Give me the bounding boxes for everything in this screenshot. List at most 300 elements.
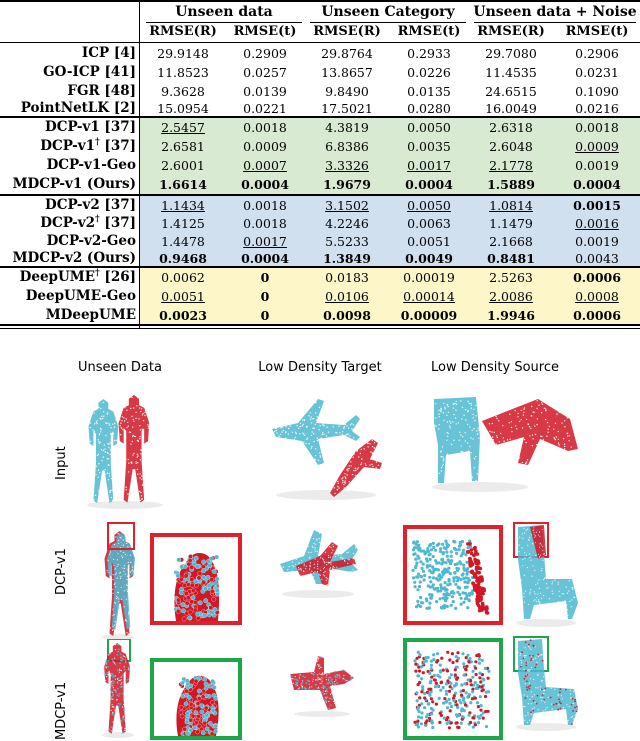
source-airplane-point (311, 447, 312, 448)
col-header: RMSE(R) (313, 24, 381, 39)
source-airplane-point (342, 434, 343, 435)
aligned-chair-source-point (535, 687, 536, 688)
target-airplane-point (353, 454, 354, 455)
misaligned-airplane-target-point (348, 559, 349, 560)
aligned-airplane-source-point (298, 689, 300, 691)
aligned-human-source-point (112, 714, 114, 716)
aligned-chair-source-point (524, 720, 525, 721)
aligned-human-source-point (118, 601, 119, 602)
table-cell: 2.6318 (489, 120, 533, 135)
target-airplane-point (372, 446, 373, 447)
table-cell: 2.1778 (489, 158, 533, 173)
zoom-point-source (427, 584, 430, 587)
source-airplane-point (300, 426, 301, 427)
ground-shadow (516, 619, 576, 627)
table-cell: 2.6581 (161, 139, 205, 154)
aligned-human-target-point (112, 704, 113, 705)
aligned-human-source-point (125, 679, 127, 681)
table-cell: 0.0257 (243, 65, 287, 80)
source-chair-point (443, 458, 444, 459)
zoom-point (423, 660, 426, 663)
aligned-airplane-target-point (325, 697, 326, 698)
source-chair-point (475, 415, 476, 416)
zoom-point (440, 657, 443, 660)
source-airplane-point (319, 452, 320, 453)
source-chair-point (471, 476, 472, 477)
target-chair-point (521, 419, 522, 420)
target-airplane-point (338, 487, 339, 488)
target-chair-point (500, 433, 501, 434)
zoom-point (438, 675, 441, 678)
method-name: DCP-v1-Geo (46, 157, 136, 173)
zoom-point (177, 558, 181, 562)
target-human-point (132, 441, 133, 442)
source-chair-point (441, 470, 442, 471)
source-airplane-point (333, 426, 334, 427)
zoom-point-source (457, 577, 460, 580)
source-airplane-point (320, 455, 321, 456)
source-chair-point (470, 437, 471, 438)
target-chair-point (517, 413, 518, 414)
table-cell: 0.0280 (407, 101, 451, 116)
misaligned-airplane-target-point (329, 570, 330, 571)
zoom-point-source (454, 607, 457, 610)
source-chair-point (447, 436, 448, 437)
zoom-point (451, 661, 454, 664)
row-label-dcp-v1: DCP-v1 (54, 548, 69, 595)
source-airplane-point (276, 430, 277, 431)
aligned-airplane-source-point (339, 677, 341, 679)
zoom-point-source (415, 564, 418, 567)
aligned-human-source-point (114, 614, 115, 615)
aligned-airplane-source-point (334, 671, 336, 673)
target-human-point (128, 459, 129, 460)
input-chairs-panel (420, 393, 590, 493)
source-airplane-point (316, 419, 317, 420)
table-cell: 0.0043 (575, 251, 619, 266)
misaligned-chair-target-point (539, 547, 540, 548)
zoom-point (417, 706, 420, 709)
zoom-point-source (417, 573, 420, 576)
source-human-point (94, 431, 95, 432)
misaligned-airplane-target-point (317, 561, 318, 562)
source-airplane-point (294, 439, 295, 440)
aligned-human-target-point (105, 680, 106, 681)
target-human-point (131, 416, 132, 417)
aligned-human-source-point (118, 598, 119, 599)
aligned-chair-target-point (526, 687, 528, 689)
table-cell: 0.2909 (243, 46, 287, 61)
aligned-airplane-source-point (325, 700, 327, 702)
source-chair-point (453, 414, 454, 415)
aligned-airplane-source-point (335, 676, 337, 678)
zoom-point (430, 676, 433, 679)
zoom-point (465, 691, 468, 694)
zoom-point (431, 700, 434, 703)
target-human-point (132, 454, 133, 455)
zoom-point (214, 696, 218, 700)
target-human-point (142, 485, 143, 486)
zoom-point-source (458, 545, 461, 548)
row-label-input: Input (54, 446, 69, 480)
table-cell: 0 (260, 308, 270, 323)
misaligned-airplane-target-point (320, 557, 321, 558)
source-chair-point (454, 403, 455, 404)
table-cell: 0.00014 (403, 289, 455, 304)
misaligned-chair-target-point (533, 532, 534, 533)
zoom-point (197, 576, 201, 580)
target-chair-point (491, 431, 492, 432)
target-chair-point (571, 447, 572, 448)
table-cell: 0.0019 (575, 158, 619, 173)
aligned-chair-target-point (529, 688, 531, 690)
aligned-airplane-source-point (326, 688, 328, 690)
aligned-chair-source-point (575, 698, 576, 699)
misaligned-airplane-target-point (298, 567, 299, 568)
aligned-human-source-point (133, 571, 134, 572)
source-human-point (96, 466, 97, 467)
target-human-point (120, 423, 121, 424)
zoom-point (477, 715, 480, 718)
misaligned-airplane-target-point (310, 566, 311, 567)
target-airplane-point (337, 486, 338, 487)
zoom-point-source (429, 543, 432, 546)
target-chair-point (526, 442, 527, 443)
zoom-point-source (432, 576, 435, 579)
target-chair-point (554, 438, 555, 439)
source-airplane-point (310, 419, 311, 420)
aligned-human-source-point (109, 554, 110, 555)
source-human-point (108, 479, 109, 480)
zoom-point-source (453, 571, 456, 574)
target-human-point (142, 414, 143, 415)
zoom-point (433, 678, 436, 681)
zoom-point-source (457, 567, 460, 570)
aligned-chair-source-point (528, 703, 529, 704)
source-human-point (96, 422, 97, 423)
aligned-chair-source-point (525, 655, 526, 656)
aligned-airplane-source-point (323, 698, 325, 700)
source-human-point (101, 460, 102, 461)
misaligned-chair-source-point (558, 601, 559, 602)
aligned-human-source-point (126, 599, 127, 600)
source-human-point (96, 420, 97, 421)
aligned-chair-source-point (551, 704, 552, 705)
table-cell: 5.5233 (325, 234, 369, 249)
aligned-human-source-point (127, 569, 128, 570)
target-chair-point (532, 445, 533, 446)
target-chair-point (523, 415, 524, 416)
misaligned-airplane-target-point (331, 552, 332, 553)
aligned-airplane-source-point (336, 682, 338, 684)
aligned-chair-source-point (544, 702, 545, 703)
zoom-point (201, 575, 205, 579)
source-airplane-point (285, 438, 286, 439)
misaligned-chair-source-point (563, 593, 564, 594)
misaligned-chair-target-point (538, 535, 539, 536)
table-cell: 13.8657 (321, 65, 373, 80)
target-human-point (140, 500, 141, 501)
aligned-human-source-point (127, 591, 128, 592)
zoom-point-source (451, 595, 454, 598)
aligned-chair-target-point (543, 699, 545, 701)
dcp-human-zoom-panel (150, 533, 242, 625)
aligned-chair-source-point (530, 649, 531, 650)
target-chair-point (526, 419, 527, 420)
zoom-point-source (428, 553, 431, 556)
target-chair-point (564, 420, 565, 421)
table-cell: 0.0017 (243, 234, 287, 249)
misaligned-airplane-source-point (335, 556, 336, 557)
aligned-airplane-source-point (320, 656, 322, 658)
zoom-point-source (468, 579, 471, 582)
table-cell: 0.0018 (575, 120, 619, 135)
misaligned-chair-source-point (562, 593, 563, 594)
zoom-point-source (428, 606, 431, 609)
table-cell: 0.0051 (407, 234, 451, 249)
zoom-point (196, 612, 200, 616)
aligned-human-target-point (111, 698, 112, 699)
zoom-point-source (454, 583, 457, 586)
target-human-point (128, 426, 129, 427)
target-human-point (130, 444, 131, 445)
aligned-human-target-point (111, 681, 112, 682)
aligned-chair-target-point (544, 688, 546, 690)
target-human-point (141, 408, 142, 409)
zoom-point (202, 580, 206, 584)
target-chair-point (511, 421, 512, 422)
misaligned-chair-target-point (541, 545, 542, 546)
aligned-airplane-target-point (329, 673, 330, 674)
misaligned-airplane-source-point (338, 555, 339, 556)
aligned-chair-source-point (563, 707, 564, 708)
zoom-point (418, 681, 421, 684)
zoom-point-source (444, 561, 447, 564)
source-airplane-point (303, 434, 304, 435)
target-human-point (141, 495, 142, 496)
misaligned-chair-source-point (558, 584, 559, 585)
target-human-point (137, 457, 138, 458)
target-human-point (140, 459, 141, 460)
target-airplane-point (337, 489, 338, 490)
target-human (119, 395, 150, 503)
source-chair-point (448, 412, 449, 413)
aligned-airplane-source-point (299, 687, 301, 689)
table-cell: 1.5889 (487, 177, 535, 192)
zoom-point-source (466, 570, 469, 573)
target-chair-point (536, 424, 537, 425)
source-chair-point (474, 420, 475, 421)
aligned-chair-target-point (525, 675, 527, 677)
misaligned-airplane-target-point (311, 571, 312, 572)
aligned-chair-source-point (543, 676, 544, 677)
source-human-point (103, 402, 104, 403)
source-chair-point (441, 467, 442, 468)
target-chair-point (538, 404, 539, 405)
zoom-point (185, 689, 189, 693)
zoom-point (481, 659, 484, 662)
misaligned-chair-source-point (549, 598, 550, 599)
target-chair-point (564, 444, 565, 445)
source-human-point (98, 463, 99, 464)
target-human-point (134, 436, 135, 437)
aligned-human-target-point (121, 679, 122, 680)
mdcp-chair-zoom-panel (403, 638, 503, 740)
zoom-point (187, 616, 191, 620)
zoom-point (180, 681, 184, 685)
source-chair (434, 397, 480, 483)
misaligned-chair-source-point (564, 600, 565, 601)
table-row (0, 287, 640, 306)
zoom-point (478, 672, 481, 675)
aligned-chair-target-point (572, 710, 574, 712)
source-airplane-point (282, 426, 283, 427)
target-human-point (135, 461, 136, 462)
misaligned-airplane-target-point (314, 571, 315, 572)
aligned-human-source-point (114, 602, 115, 603)
aligned-chair-target-point (536, 703, 538, 705)
zoom-point-source (423, 578, 426, 581)
zoom-point (457, 726, 460, 729)
zoom-point-source (449, 572, 452, 575)
zoom-point-source (439, 550, 442, 553)
source-human-point (98, 490, 99, 491)
target-human-point (139, 438, 140, 439)
source-airplane-point (292, 432, 293, 433)
source-chair-point (450, 422, 451, 423)
target-chair-point (519, 457, 520, 458)
target-chair-point (531, 415, 532, 416)
zoom-point (426, 713, 429, 716)
target-human-point (147, 424, 148, 425)
misaligned-airplane-target-point (330, 562, 331, 563)
misaligned-chair-source-point (541, 568, 542, 569)
zoom-point-source (419, 560, 422, 563)
zoom-point (212, 597, 216, 601)
aligned-airplane-target-point (326, 690, 327, 691)
zoom-point-source (414, 552, 417, 555)
zoom-point-source (435, 577, 438, 580)
zoom-point-source (429, 580, 432, 583)
aligned-human-source-point (117, 566, 118, 567)
misaligned-chair-source-point (541, 570, 542, 571)
aligned-chair-source-point (524, 694, 525, 695)
target-chair-point (564, 426, 565, 427)
zoom-point-source (437, 542, 440, 545)
zoom-point-source (470, 591, 473, 594)
source-chair-point (438, 410, 439, 411)
zoom-point-source (460, 603, 463, 606)
zoom-point-target (483, 589, 487, 593)
zoom-point (472, 670, 475, 673)
aligned-human-source-point (119, 662, 121, 664)
zoom-point (431, 726, 434, 729)
zoom-point (470, 683, 473, 686)
misaligned-chair-source-point (530, 589, 531, 590)
target-airplane-point (361, 458, 362, 459)
target-human-point (128, 471, 129, 472)
zoom-point (194, 579, 198, 583)
zoom-point (474, 681, 477, 684)
zoom-point-target (483, 606, 487, 610)
source-chair-point (440, 456, 441, 457)
aligned-airplane-target-point (299, 677, 300, 678)
aligned-chair-source-point (573, 718, 574, 719)
table-cell: 1.6614 (159, 177, 207, 192)
source-airplane-point (319, 425, 320, 426)
source-chair-point (470, 452, 471, 453)
target-chair-point (558, 439, 559, 440)
aligned-chair-target-point (537, 654, 539, 656)
aligned-chair-source-point (538, 656, 539, 657)
misaligned-chair-source-point (554, 580, 555, 581)
zoom-point-source (416, 600, 419, 603)
misaligned-airplane-source-point (292, 571, 293, 572)
zoom-point-source (450, 591, 453, 594)
aligned-human-target-point (123, 704, 124, 705)
source-chair-point (473, 428, 474, 429)
target-human-point (148, 427, 149, 428)
zoom-point (456, 651, 459, 654)
aligned-airplane-source-point (325, 693, 327, 695)
misaligned-chair-source-point (528, 539, 529, 540)
aligned-chair-source-point (529, 671, 530, 672)
aligned-airplane-target-point (323, 674, 324, 675)
table-cell: 6.8386 (325, 139, 369, 154)
aligned-human-source-point (106, 661, 108, 663)
table-cell: 0.0004 (241, 177, 289, 192)
zoom-point-source (462, 551, 465, 554)
misaligned-chair-source-point (524, 602, 525, 603)
misaligned-airplane-source-point (287, 569, 288, 570)
zoom-point (423, 696, 426, 699)
aligned-airplane-source-point (323, 685, 325, 687)
target-chair-point (535, 434, 536, 435)
misaligned-airplane-source-point (315, 547, 316, 548)
source-human-point (98, 441, 99, 442)
zoom-point (436, 659, 439, 662)
aligned-airplane-target-point (292, 678, 293, 679)
aligned-airplane-target-point (346, 680, 347, 681)
zoom-point-source (415, 561, 418, 564)
misaligned-airplane-target-point (330, 563, 331, 564)
misaligned-airplane-source-point (313, 576, 314, 577)
source-human-point (93, 499, 94, 500)
zoom-point-source (443, 546, 446, 549)
zoom-point (461, 715, 464, 718)
target-human-point (136, 463, 137, 464)
aligned-chair-target-point (530, 711, 532, 713)
zoom-point (451, 652, 454, 655)
misaligned-airplane-target-point (323, 572, 324, 573)
aligned-human-target-point (129, 575, 130, 576)
zoom-point (438, 697, 441, 700)
target-airplane-point (355, 468, 356, 469)
misaligned-airplane-target-point (317, 571, 318, 572)
zoom-point (482, 717, 485, 720)
target-human-point (126, 487, 127, 488)
aligned-human-source-point (108, 729, 110, 731)
zoom-point (423, 692, 426, 695)
aligned-human-target-point (124, 730, 125, 731)
misaligned-airplane-target-point (328, 557, 329, 558)
zoom-point (477, 653, 480, 656)
zoom-point (474, 697, 477, 700)
target-chair-point (537, 418, 538, 419)
misaligned-chair-source-point (529, 553, 530, 554)
aligned-airplane-target-point (311, 686, 312, 687)
aligned-human-source-point (111, 683, 113, 685)
